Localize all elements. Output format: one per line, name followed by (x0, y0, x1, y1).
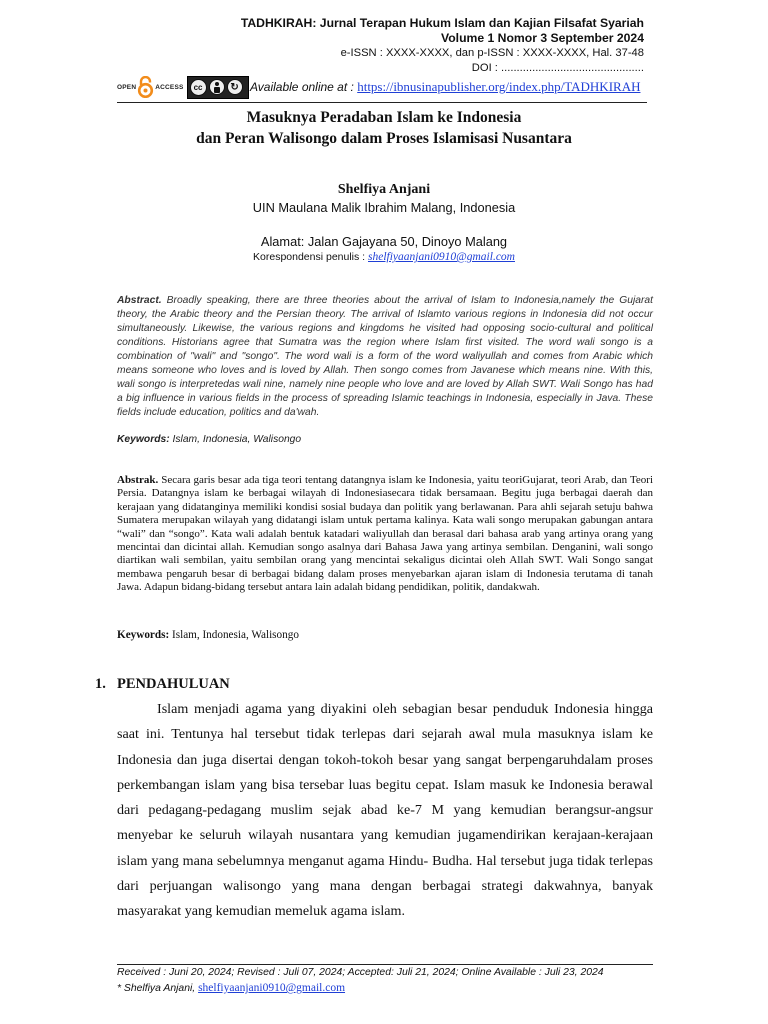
correspondence-email-link[interactable]: shelfiyaanjani0910@gmail.com (368, 251, 515, 263)
license-badges (117, 75, 249, 99)
paper-title-line1: Masuknya Peradaban Islam ke Indonesia (246, 109, 522, 126)
body-paragraph: Islam menjadi agama yang diyakini oleh sebagian besar penduduk Indonesia hingga saat ini. Tentunya hal tersebut tidak terlepas dari sejarah awal mula masuknya islam ke Indonesia dan juga disertai dengan tokoh-tokoh besar yang sangat berpengaruhdalam proses perkembangan islam yang bisa tersebar luas begitu cepat. Islam masuk ke Indonesia berawal dari pedagang-pedagang muslim sejak abad ke-7 M yang kemudian berangsur-angsur menyebar ke seluruh wilayah nusantara yang kemudian jugamendirikan kerajaan-kerajaan islam yang mana sebelumnya menganut agama Hindu- Budha. Hal tersebut juga tidak terlepas dari perjuangan walisongo yang mana dengan berbagai strategi dakwahnya, banyak masyarakat yang kemudian memeluk agama islam. (117, 701, 653, 920)
footer-author-name: * Shelfiya Anjani, (117, 983, 196, 994)
abstract-indonesian-label: Abstrak. (117, 474, 159, 486)
correspondence-line (0, 250, 768, 264)
open-access-label-left: OPEN (117, 83, 137, 91)
keywords-english-label: Keywords: (117, 434, 170, 445)
footer-email-link[interactable]: shelfiyaanjani0910@gmail.com (198, 982, 346, 994)
section-heading (95, 675, 230, 693)
journal-volume: Volume 1 Nomor 3 September 2024 (441, 31, 644, 45)
footer-dates: Received : Juni 20, 2024; Revised : Juli 07, 2024; Accepted: Juli 21, 2024; Online Available : Juli 23, 2024 (117, 967, 604, 978)
journal-issn: e-ISSN : XXXX-XXXX, dan p-ISSN : XXXX-XXXX, Hal. 37-48 (340, 47, 644, 59)
person-icon (209, 79, 225, 95)
footer-author (117, 981, 345, 996)
available-online (250, 79, 640, 95)
abstract-indonesian-text: Secara garis besar ada tiga teori tentang datangnya islam ke Indonesia, yaitu teoriGujarat, teori Arab, dan Teori Persia. Datangnya islam ke berbagai wilayah di Indonesiasecara tidak bersamaan. Begitu juga berbagai daerah dan kerajaan yang didatanginya memiliki kondisi sosial budaya dan politik yang berlawanan. Para ahli sejarah setuju bahwa Sumatera merupakan wilayah yang didatangi islam untuk pertama kalinya. Kata wali songo merupakan gabungan antara “wali” dan “songo”. Kata wali adalah bentuk katadari waliyullah dan berasal dari bahasa arab yang artinya orang yang mencintai dan dicintai allah. Kemudian songo asalnya dari Bahasa Jawa yang artinya sembilan. Denganini, wali songo diartikan wali sembilan, yaitu sembilan orang yang mencintai sekaligus dicintai oleh Allah SWT. Wali Songo sangat membawa pengaruh besar di berbagai bidang dalam proses menyebarkan ajaran islam di Indonesia terutama di tanah Jawa. Adapun bidang-bidang tersebut antara lain adalah bidang pendidikan, politik, dandakwah. (117, 474, 653, 594)
header-divider (117, 102, 647, 103)
share-alike-icon: ↻ (227, 79, 243, 95)
correspondence-label: Korespondensi penulis : (253, 251, 366, 263)
abstract-english-label: Abstract. (117, 295, 162, 306)
keywords-indonesian (117, 628, 299, 642)
journal-header (241, 15, 644, 76)
abstract-english (117, 294, 653, 420)
cc-license-badge[interactable] (187, 76, 249, 99)
journal-title: TADHKIRAH: Jurnal Terapan Hukum Islam dan Kajian Filsafat Syariah (240, 16, 644, 30)
keywords-english (117, 433, 301, 447)
journal-doi: DOI : .............................................. (471, 62, 644, 74)
author-address: Alamat: Jalan Gajayana 50, Dinoyo Malang (260, 234, 508, 249)
journal-url-link[interactable]: https://ibnusinapublisher.org/index.php/TADHKIRAH (357, 79, 641, 94)
keywords-indonesian-values: Islam, Indonesia, Walisongo (172, 629, 299, 641)
section-title: PENDAHULUAN (117, 676, 230, 692)
cc-icon: cc (190, 79, 207, 96)
paper-title (0, 107, 768, 149)
open-access-label-right: ACCESS (155, 83, 184, 91)
keywords-english-values: Islam, Indonesia, Walisongo (172, 434, 302, 445)
author-name: Shelfiya Anjani (337, 182, 431, 197)
paper-title-line2: dan Peran Walisongo dalam Proses Islamisasi Nusantara (196, 130, 572, 147)
available-online-label: Available online at : (250, 80, 354, 94)
abstract-english-text: Broadly speaking, there are three theories about the arrival of Islam to Indonesia,namely the Gujarat theory, the Arabic theory and the Persian theory. The arrival of Islamto various regions in Indonesia did not occur simultaneously. Likewise, the various regions and kingdoms he visited had opposing socio-cultural and political conditions. Historians agree that Sumatra was the region where Islam first visited. The word wali songo is a combination of "wali" and "songo". The word wali is a form of the word waliyullah and comes from Arabic which means someone who loves and is loved by Allah. Then songo comes from Javanese which means nine. With this, wali songo is interpretedas wali nine, namely nine people who love and are loved by Allah SWT. Wali Songo has had a big influence in various fields in the process of spreading Islamic teachings in Indonesia, especially in Java. These fields include education, politics and da'wah. (117, 295, 653, 418)
keywords-indonesian-label: Keywords: (117, 629, 170, 641)
section-number: 1. (95, 676, 106, 692)
open-access-lock-icon (137, 76, 154, 98)
abstract-indonesian (117, 474, 653, 595)
footer-divider (117, 964, 653, 965)
author-affiliation: UIN Maulana Malik Ibrahim Malang, Indonesia (252, 200, 516, 215)
